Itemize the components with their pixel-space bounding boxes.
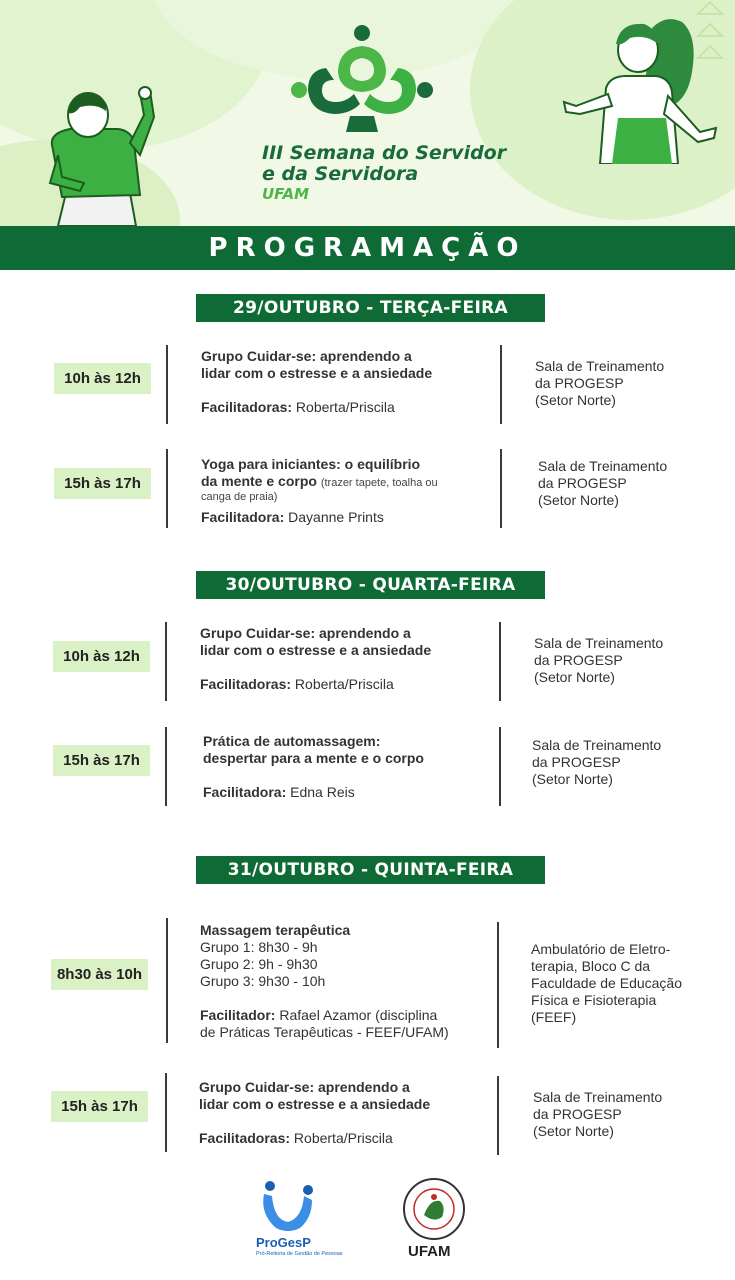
activity-title-line: da mente e corpo [201, 473, 317, 489]
ufam-label: UFAM [408, 1243, 451, 1260]
progesp-subtitle: Pró-Reitoria de Gestão de Pessoas [256, 1251, 343, 1257]
divider-line [166, 345, 168, 424]
location-line: da PROGESP [533, 1106, 622, 1122]
facilitator-label: Facilitadoras: [201, 399, 293, 415]
progesp-brand: ProGesP [256, 1235, 311, 1250]
activity-note: canga de praia) [201, 491, 278, 503]
programacao-title: PROGRAMAÇÃO [208, 233, 527, 263]
divider-line [166, 918, 168, 1043]
divider-line [500, 345, 502, 424]
facilitator [203, 784, 495, 801]
programacao-banner [0, 226, 735, 270]
facilitator-name: Dayanne Prints [288, 509, 384, 525]
activity-title-line: Grupo Cuidar-se: aprendendo a [199, 1079, 410, 1095]
divider-line [165, 1073, 167, 1152]
waving-person-illustration [40, 85, 170, 226]
time-badge: 15h às 17h [51, 1091, 148, 1122]
event-logo-icon [288, 24, 436, 142]
activity-description [200, 625, 492, 693]
facilitator [200, 1007, 492, 1024]
divider-line [497, 922, 499, 1048]
location-line: (Setor Norte) [532, 771, 613, 787]
time-badge: 8h30 às 10h [51, 959, 148, 990]
facilitator-label: Facilitadoras: [200, 676, 292, 692]
location-line: (FEEF) [531, 1009, 577, 1025]
day-header-29-outubro: 29/OUTUBRO - TERÇA-FEIRA [196, 294, 545, 322]
day-header-30-outubro: 30/OUTUBRO - QUARTA-FEIRA [196, 571, 545, 599]
facilitator-name: Edna Reis [290, 784, 355, 800]
progesp-logo-icon [258, 1180, 318, 1234]
activity-description [201, 456, 493, 526]
location [532, 737, 712, 788]
location-line: Física e Fisioterapia [531, 992, 657, 1008]
time-badge: 10h às 12h [53, 641, 150, 672]
facilitator-label: Facilitador: [200, 1007, 276, 1023]
facilitator-name: Roberta/Priscila [293, 1130, 393, 1146]
ufam-logo [398, 1177, 470, 1263]
facilitator [201, 509, 493, 526]
time-badge: 15h às 17h [54, 468, 151, 499]
title-ufam: UFAM [262, 185, 310, 203]
activity-note: (trazer tapete, toalha ou [320, 477, 438, 489]
location-line: da PROGESP [534, 652, 623, 668]
decorative-triangles-icon [690, 0, 730, 70]
group-schedule: Grupo 3: 9h30 - 10h [200, 973, 326, 989]
location-line: (Setor Norte) [534, 669, 615, 685]
facilitator-name: Roberta/Priscila [295, 399, 395, 415]
location-line: (Setor Norte) [538, 492, 619, 508]
location [531, 941, 726, 1026]
activity-title-line: lidar com o estresse e a ansiedade [200, 642, 432, 658]
location-line: da PROGESP [535, 375, 624, 391]
location [534, 635, 714, 686]
facilitator [199, 1130, 491, 1147]
location [538, 458, 718, 509]
divider-line [499, 727, 501, 806]
location [533, 1089, 713, 1140]
location-line: Sala de Treinamento [534, 635, 664, 651]
progesp-logo [252, 1180, 343, 1260]
time-badge: 15h às 17h [53, 745, 150, 776]
activity-title-line: Grupo Cuidar-se: aprendendo a [201, 348, 412, 364]
divider-line [166, 449, 168, 528]
facilitator-name: de Práticas Terapêuticas - FEEF/UFAM) [200, 1024, 449, 1040]
location-line: Sala de Treinamento [533, 1089, 663, 1105]
group-schedule: Grupo 1: 8h30 - 9h [200, 939, 318, 955]
activity-title-line: Prática de automassagem: [203, 733, 381, 749]
divider-line [165, 727, 167, 806]
location-line: Sala de Treinamento [532, 737, 662, 753]
group-schedule: Grupo 2: 9h - 9h30 [200, 956, 318, 972]
activity-title-line: Grupo Cuidar-se: aprendendo a [200, 625, 411, 641]
activity-title-line: Yoga para iniciantes: o equilíbrio [201, 456, 421, 472]
location-line: terapia, Bloco C da [531, 958, 651, 974]
divider-line [499, 622, 501, 701]
title-line-1: III Semana do Servidor [262, 142, 507, 164]
facilitator-label: Facilitadoras: [199, 1130, 291, 1146]
divider-line [497, 1076, 499, 1155]
activity-description [201, 348, 493, 416]
activity-title-line: lidar com o estresse e a ansiedade [199, 1096, 431, 1112]
header-banner [0, 0, 735, 226]
activity-description [203, 733, 495, 801]
activity-description [199, 1079, 491, 1147]
facilitator-label: Facilitadora: [201, 509, 285, 525]
activity-title-line: Massagem terapêutica [200, 922, 351, 938]
facilitator-label: Facilitadora: [203, 784, 287, 800]
activity-title-line: despertar para a mente e o corpo [203, 750, 424, 766]
divider-line [165, 622, 167, 701]
location-line: Sala de Treinamento [538, 458, 668, 474]
ufam-seal-icon [402, 1177, 466, 1241]
location-line: da PROGESP [538, 475, 627, 491]
facilitator [200, 676, 492, 693]
activity-title-line: lidar com o estresse e a ansiedade [201, 365, 433, 381]
facilitator-name: Rafael Azamor (disciplina [279, 1007, 438, 1023]
facilitator [201, 399, 493, 416]
time-badge: 10h às 12h [54, 363, 151, 394]
event-title [262, 143, 522, 203]
facilitator-name: Roberta/Priscila [294, 676, 394, 692]
divider-line [500, 449, 502, 528]
location-line: (Setor Norte) [535, 392, 616, 408]
location-line: Ambulatório de Eletro- [531, 941, 671, 957]
location-line: Sala de Treinamento [535, 358, 665, 374]
activity-description [200, 922, 492, 1041]
location-line: (Setor Norte) [533, 1123, 614, 1139]
location [535, 358, 715, 409]
location-line: da PROGESP [532, 754, 621, 770]
day-header-31-outubro: 31/OUTUBRO - QUINTA-FEIRA [196, 856, 545, 884]
location-line: Faculdade de Educação [531, 975, 682, 991]
title-line-2: e da Servidora [262, 163, 419, 185]
